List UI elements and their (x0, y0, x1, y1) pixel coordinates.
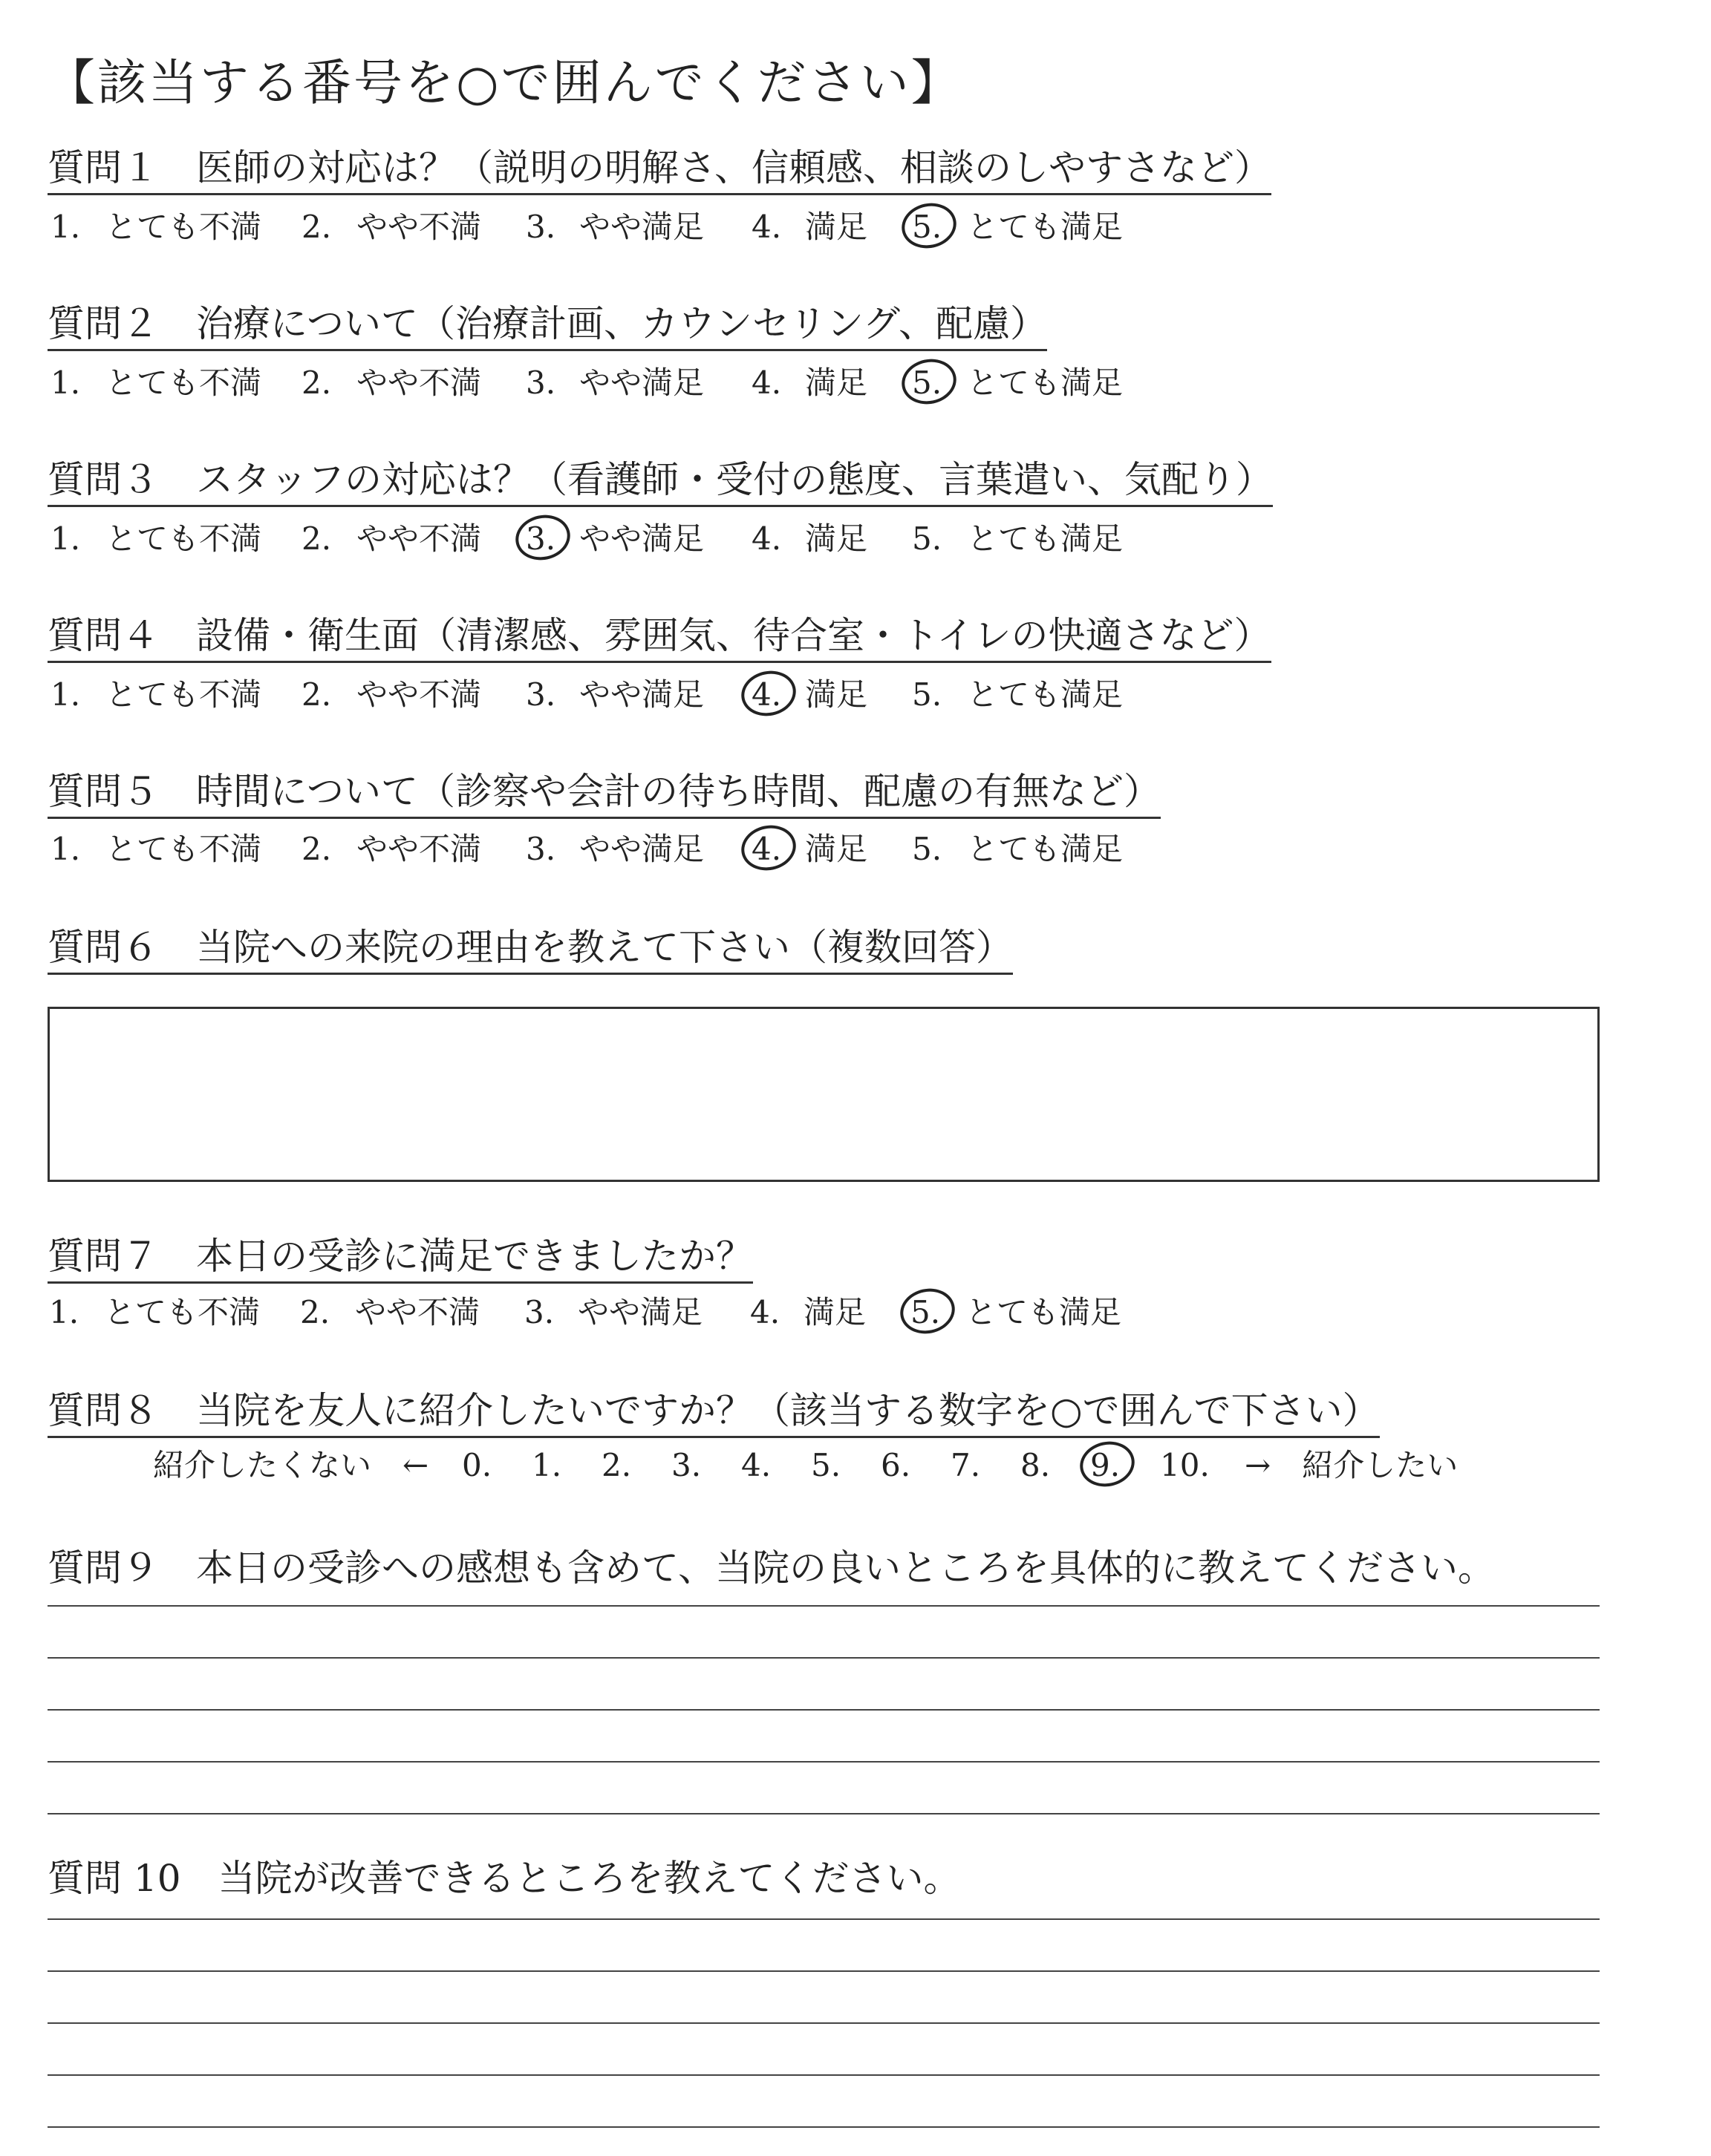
answer-line[interactable] (48, 2074, 1600, 2076)
scale-option-5[interactable]: 5. (811, 1447, 841, 1483)
option-3-text[interactable]: やや満足 (579, 676, 705, 713)
option-1-number[interactable]: 1. (50, 209, 81, 245)
option-5-number[interactable]: 5. (912, 520, 942, 557)
question-8-label: 質問８ 当院を友人に紹介したいですか？（該当する数字を○で囲んで下さい） (48, 1388, 1380, 1438)
option-3-number[interactable]: 3. (526, 209, 556, 245)
option-2-number[interactable]: 2. (300, 1294, 330, 1330)
option-5-text[interactable]: とても満足 (967, 365, 1124, 401)
option-1-text[interactable]: とても不満 (105, 365, 262, 401)
question-6-label: 質問６ 当院への来院の理由を教えて下さい（複数回答） (48, 925, 1013, 975)
question-4-options (50, 676, 1239, 714)
option-5-text[interactable]: とても満足 (967, 520, 1124, 557)
option-3-number[interactable]: 3. (526, 831, 556, 867)
option-1-text[interactable]: とても不満 (105, 209, 262, 245)
option-4-text[interactable]: 満足 (805, 676, 868, 713)
option-5-number[interactable]: 5. (912, 676, 942, 713)
question-3-label: 質問３ スタッフの対応は？（看護師・受付の態度、言葉遣い、気配り） (48, 457, 1273, 507)
scale-option-0[interactable]: 0. (462, 1447, 492, 1483)
scale-left-label: 紹介したくない ← (153, 1447, 429, 1483)
option-1-number[interactable]: 1. (50, 831, 81, 867)
answer-line[interactable] (48, 1657, 1600, 1659)
option-4-text[interactable]: 満足 (805, 520, 868, 557)
scale-option-6[interactable]: 6. (881, 1447, 911, 1483)
option-4-number[interactable]: 4. (752, 830, 781, 869)
option-3-text[interactable]: やや満足 (579, 365, 705, 401)
option-2-text[interactable]: やや不満 (356, 831, 482, 867)
option-1-text[interactable]: とても不満 (104, 1294, 261, 1330)
question-6-answer-box[interactable] (48, 1007, 1600, 1182)
option-4-text[interactable]: 満足 (805, 365, 868, 401)
selected-circle-mark (898, 354, 961, 409)
question-7-label: 質問７ 本日の受診に満足できましたか？ (48, 1234, 753, 1284)
option-3-number[interactable]: 3. (526, 520, 555, 558)
selected-circle-mark (737, 820, 801, 875)
option-5-text[interactable]: とても満足 (967, 831, 1124, 867)
option-1-text[interactable]: とても不満 (105, 831, 262, 867)
option-4-number[interactable]: 4. (750, 1294, 780, 1330)
option-2-number[interactable]: 2. (302, 209, 332, 245)
option-2-number[interactable]: 2. (302, 365, 332, 401)
option-2-text[interactable]: やや不満 (356, 365, 482, 401)
option-1-number[interactable]: 1. (49, 1294, 79, 1330)
scale-right-label: → 紹介したい (1245, 1447, 1459, 1483)
question-2-options (50, 364, 1239, 402)
question-5-options (50, 830, 1239, 869)
question-2-label: 質問２ 治療について（治療計画、カウンセリング、配慮） (48, 301, 1047, 351)
scale-option-4[interactable]: 4. (741, 1447, 772, 1483)
option-3-text[interactable]: やや満足 (579, 831, 705, 867)
option-3-text[interactable]: やや満足 (579, 209, 705, 245)
option-4-text[interactable]: 満足 (804, 1294, 867, 1330)
option-3-number[interactable]: 3. (526, 676, 556, 713)
answer-line[interactable] (48, 1709, 1600, 1711)
scale-option-2[interactable]: 2. (602, 1447, 632, 1483)
option-3-text[interactable]: やや満足 (579, 520, 705, 557)
option-2-number[interactable]: 2. (302, 520, 332, 557)
option-3-number[interactable]: 3. (524, 1294, 555, 1330)
answer-line[interactable] (48, 1813, 1600, 1814)
answer-line[interactable] (48, 2126, 1600, 2128)
question-5-label: 質問５ 時間について（診察や会計の待ち時間、配慮の有無など） (48, 769, 1161, 819)
option-5-text[interactable]: とても満足 (965, 1294, 1122, 1330)
option-1-number[interactable]: 1. (50, 676, 81, 713)
question-3-options (50, 520, 1239, 558)
scale-option-3[interactable]: 3. (671, 1447, 702, 1483)
option-5-number[interactable]: 5. (912, 208, 942, 246)
option-4-number[interactable]: 4. (752, 365, 782, 401)
option-4-text[interactable]: 満足 (805, 209, 868, 245)
option-5-number[interactable]: 5. (912, 364, 942, 402)
answer-line[interactable] (48, 1761, 1600, 1763)
option-2-number[interactable]: 2. (302, 676, 332, 713)
selected-circle-mark (737, 666, 801, 721)
option-1-number[interactable]: 1. (50, 365, 81, 401)
selected-circle-mark (898, 198, 961, 253)
answer-line[interactable] (48, 1970, 1600, 1972)
option-2-text[interactable]: やや不満 (355, 1294, 480, 1330)
scale-option-8[interactable]: 8. (1020, 1447, 1051, 1483)
option-2-number[interactable]: 2. (302, 831, 332, 867)
option-2-text[interactable]: やや不満 (356, 676, 482, 713)
option-2-text[interactable]: やや不満 (356, 520, 482, 557)
option-4-number[interactable]: 4. (752, 520, 782, 557)
option-3-text[interactable]: やや満足 (578, 1294, 703, 1330)
question-7-options (49, 1293, 1237, 1332)
option-5-text[interactable]: とても満足 (967, 676, 1124, 713)
option-5-number[interactable]: 5. (910, 1293, 940, 1332)
option-3-number[interactable]: 3. (526, 365, 556, 401)
option-4-text[interactable]: 満足 (805, 831, 868, 867)
scale-option-10[interactable]: 10. (1160, 1447, 1210, 1483)
option-4-number[interactable]: 4. (752, 209, 782, 245)
question-9-label: 質問９ 本日の受診への感想も含めて、当院の良いところを具体的に教えてください。 (48, 1546, 1495, 1590)
option-1-text[interactable]: とても不満 (105, 520, 262, 557)
question-1-label: 質問１ 医師の対応は？（説明の明解さ、信頼感、相談のしやすさなど） (48, 146, 1271, 195)
answer-line[interactable] (48, 1918, 1600, 1920)
answer-line[interactable] (48, 1605, 1600, 1607)
option-1-text[interactable]: とても不満 (105, 676, 262, 713)
option-4-number[interactable]: 4. (752, 676, 781, 714)
question-4-label: 質問４ 設備・衛生面（清潔感、雰囲気、待合室・トイレの快適さなど） (48, 613, 1271, 663)
scale-option-9[interactable]: 9. (1090, 1446, 1120, 1485)
scale-option-7[interactable]: 7. (951, 1447, 981, 1483)
selected-circle-mark (896, 1284, 959, 1339)
option-5-text[interactable]: とても満足 (967, 209, 1124, 245)
selected-circle-mark (512, 510, 575, 565)
option-2-text[interactable]: やや不満 (356, 209, 482, 245)
question-10-label: 質問 10 当院が改善できるところを教えてください。 (48, 1857, 961, 1900)
page-title: 【該当する番号を○で囲んでください】 (46, 54, 962, 111)
option-1-number[interactable]: 1. (50, 520, 81, 557)
option-5-number[interactable]: 5. (912, 831, 942, 867)
question-8-scale (153, 1446, 1490, 1485)
scale-option-1[interactable]: 1. (532, 1447, 562, 1483)
selected-circle-mark (1076, 1437, 1139, 1492)
question-1-options (50, 208, 1239, 246)
answer-line[interactable] (48, 2022, 1600, 2024)
